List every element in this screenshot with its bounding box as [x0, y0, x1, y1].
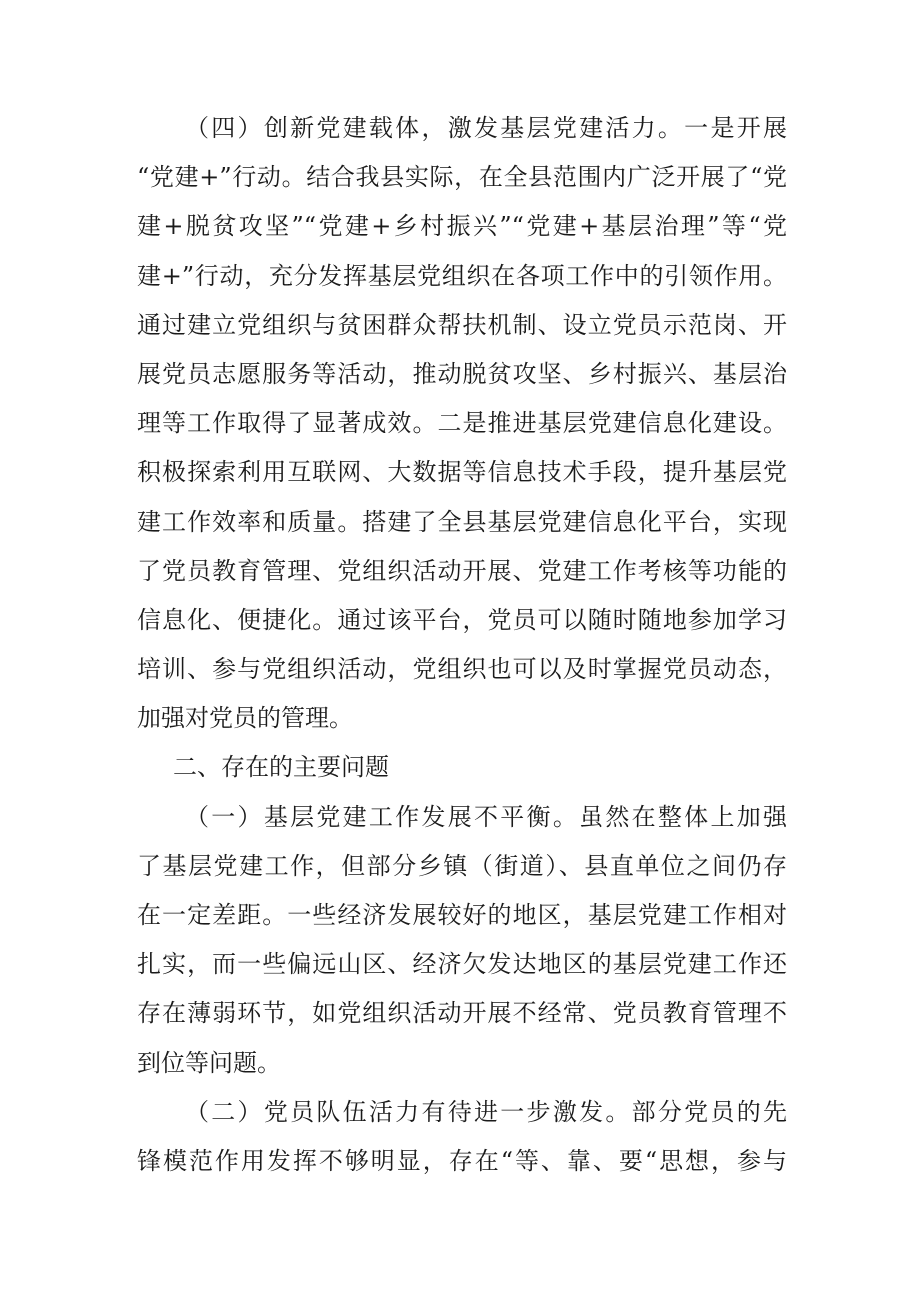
text-line: 建工作效率和质量。搭建了全县基层党建信息化平台，实现: [137, 507, 787, 536]
text-line: 加强对党员的管理。: [137, 704, 353, 733]
text-line: （一）基层党建工作发展不平衡。虽然在整体上加强: [185, 802, 787, 831]
text-line: 扎实，而一些偏远山区、经济欠发达地区的基层党建工作还: [137, 950, 787, 979]
paragraph-problem-2: [137, 1088, 787, 1186]
text-line: “党建+”行动。结合我县实际，在全县范围内广泛开展了“党: [137, 163, 787, 192]
text-line: 到位等问题。: [137, 1048, 281, 1077]
text-line: 通过建立党组织与贫困群众帮扶机制、设立党员示范岗、开: [137, 310, 787, 339]
text-line: 锋模范作用发挥不够明显，存在“等、靠、要“思想，参与: [137, 1146, 787, 1175]
paragraph-heading-2: [137, 743, 787, 792]
document-body: [137, 104, 787, 1186]
text-line: 展党员志愿服务等活动，推动脱贫攻坚、乡村振兴、基层治: [137, 359, 787, 388]
text-line: 信息化、便捷化。通过该平台，党员可以随时随地参加学习: [137, 605, 787, 634]
text-line: （四）创新党建载体，激发基层党建活力。一是开展: [185, 114, 787, 142]
text-line: 建+脱贫攻坚”“党建+乡村振兴”“党建+基层治理”等“党: [137, 212, 787, 241]
text-line: 存在薄弱环节，如党组织活动开展不经常、党员教育管理不: [137, 999, 787, 1028]
paragraph-section-4: [137, 104, 787, 743]
text-line: 在一定差距。一些经济发展较好的地区，基层党建工作相对: [137, 901, 787, 929]
text-line: 建+”行动，充分发挥基层党组织在各项工作中的引领作用。: [137, 261, 787, 290]
text-line: 积极探索利用互联网、大数据等信息技术手段，提升基层党: [137, 458, 787, 487]
text-line: 了基层党建工作，但部分乡镇（街道）、县直单位之间仍存: [137, 851, 787, 880]
text-line: 培训、参与党组织活动，党组织也可以及时掌握党员动态，: [137, 655, 787, 684]
text-line: 理等工作取得了显著成效。二是推进基层党建信息化建设。: [137, 409, 787, 438]
text-line: 二、存在的主要问题: [173, 753, 389, 782]
text-line: 了党员教育管理、党组织活动开展、党建工作考核等功能的: [137, 556, 787, 585]
text-line: （二）党员队伍活力有待进一步激发。部分党员的先: [185, 1097, 787, 1126]
paragraph-problem-1: [137, 793, 787, 1088]
